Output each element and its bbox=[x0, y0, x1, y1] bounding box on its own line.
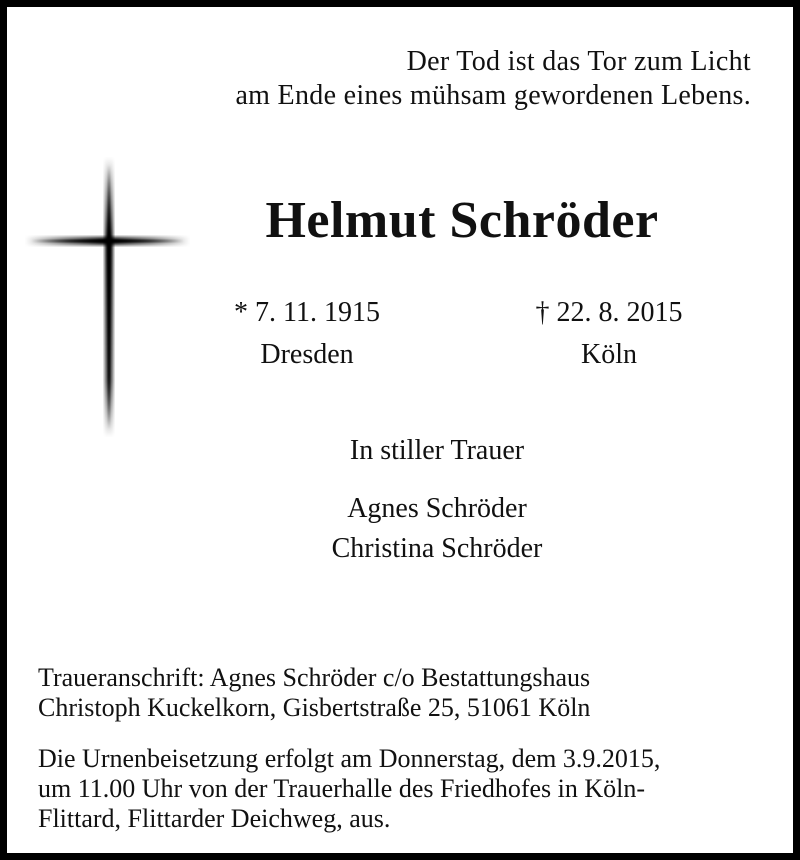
cross-icon bbox=[25, 157, 190, 437]
funeral-line-2: um 11.00 Uhr von der Trauerhalle des Friedhofes in Köln- bbox=[38, 774, 646, 803]
funeral-details bbox=[38, 744, 778, 834]
motto-line-2: am Ende eines mühsam gewordenen Lebens. bbox=[235, 80, 751, 111]
death-date: † 22. 8. 2015 bbox=[535, 297, 683, 328]
mourning-heading: In stiller Trauer bbox=[349, 435, 525, 466]
death-info bbox=[489, 292, 729, 376]
motto-line-1: Der Tod ist das Tor zum Licht bbox=[406, 46, 751, 77]
birth-date: * 7. 11. 1915 bbox=[234, 297, 380, 328]
funeral-line-3: Flittard, Flittarder Deichweg, aus. bbox=[38, 804, 391, 833]
mourner-name: Christina Schröder bbox=[331, 533, 543, 564]
deceased-name: Helmut Schröder bbox=[265, 192, 659, 249]
address-line-2: Christoph Kuckelkorn, Gisbertstraße 25, 51061 Köln bbox=[38, 693, 591, 722]
mourning-address bbox=[38, 663, 778, 723]
motto bbox=[235, 45, 751, 113]
death-place: Köln bbox=[581, 339, 637, 370]
birth-place: Dresden bbox=[260, 339, 354, 370]
funeral-line-1: Die Urnenbeisetzung erfolgt am Donnerstag, dem 3.9.2015, bbox=[38, 744, 661, 773]
address-line-1: Traueranschrift: Agnes Schröder c/o Bestattungshaus bbox=[38, 663, 591, 692]
mourner-list bbox=[287, 489, 587, 569]
mourner-name: Agnes Schröder bbox=[347, 493, 527, 524]
birth-info bbox=[187, 292, 427, 376]
